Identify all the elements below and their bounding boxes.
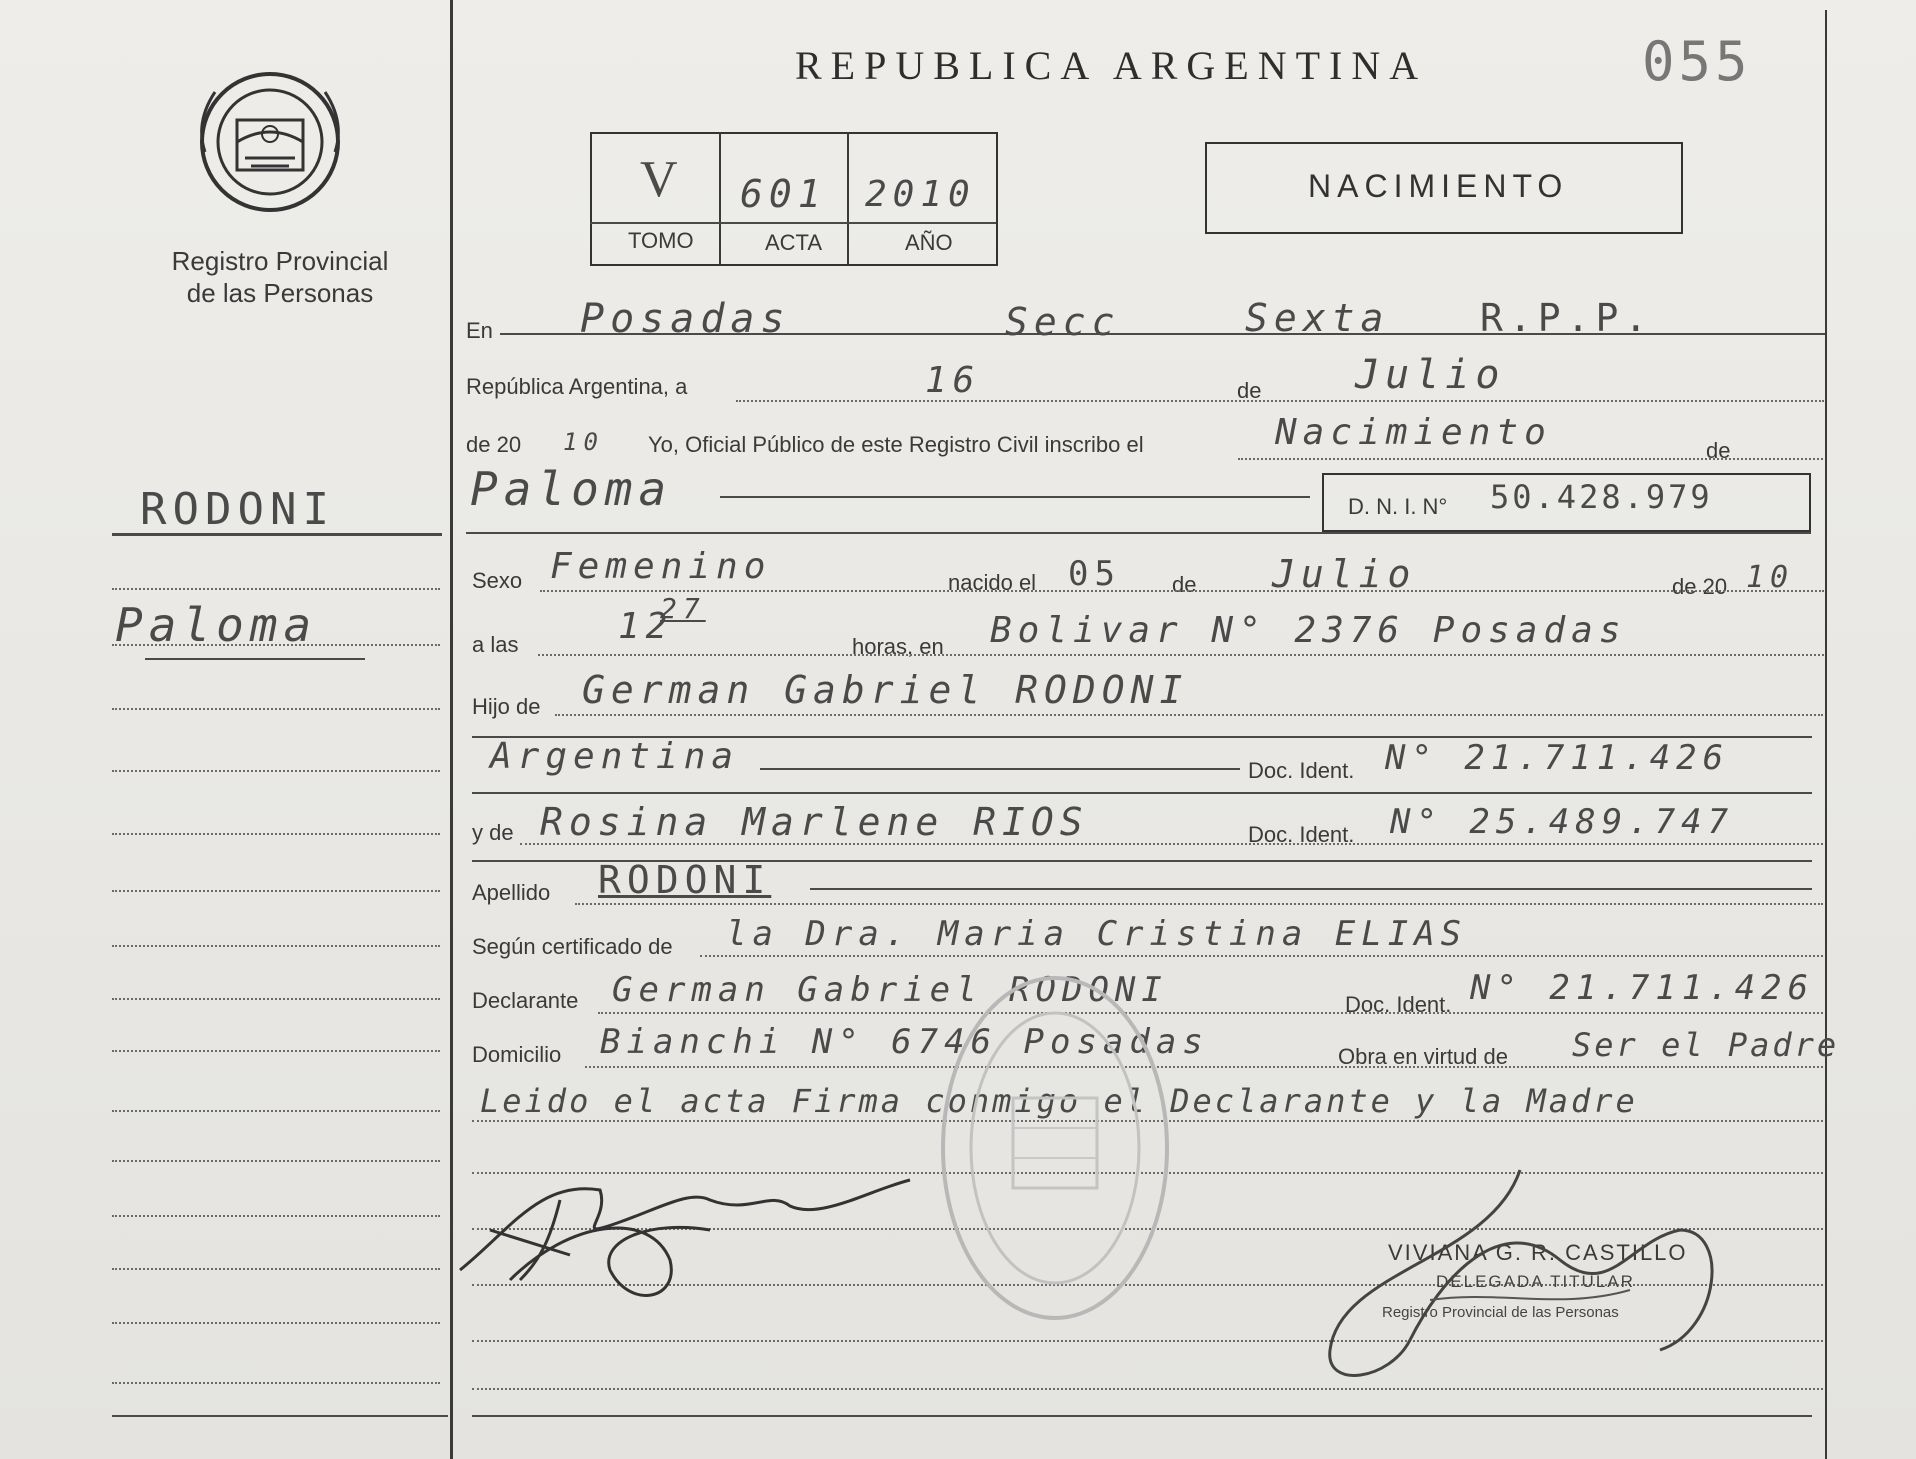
row-dots <box>1238 458 1823 460</box>
official-signature <box>1300 1150 1740 1400</box>
margin-dotted-line <box>112 1160 440 1162</box>
row-dots <box>575 903 1823 905</box>
label-segun: Según certificado de <box>472 934 673 959</box>
ano-label: AÑO <box>905 230 953 255</box>
field-office: R.P.P. <box>1480 296 1654 340</box>
label-de-birth: de <box>1172 572 1197 597</box>
field-address: Bianchi N° 6746 Posadas <box>600 1022 1209 1062</box>
margin-dotted-line <box>112 945 440 947</box>
label-doc-father: Doc. Ident. <box>1248 758 1355 783</box>
row-rule <box>720 496 1310 498</box>
margin-dotted-line <box>112 644 440 646</box>
tomo-value: V <box>640 151 684 208</box>
row-dots <box>555 714 1823 716</box>
table-divider <box>719 132 721 264</box>
field-dni: 50.428.979 <box>1490 478 1713 516</box>
margin-dotted-line <box>112 890 440 892</box>
label-declarante: Declarante <box>472 988 579 1013</box>
official-name: VIVIANA G. R. CASTILLO <box>1388 1240 1688 1265</box>
row-rule <box>466 532 1811 534</box>
table-divider <box>847 132 849 264</box>
act-type: NACIMIENTO <box>1308 168 1569 204</box>
serial-number: 055 <box>1642 30 1752 93</box>
field-act: Nacimiento <box>1275 412 1552 453</box>
registry-seal-icon <box>195 62 345 222</box>
margin-dotted-line <box>112 1268 440 1270</box>
label-de-month: de <box>1237 378 1262 403</box>
field-father: German Gabriel RODONI <box>582 668 1189 712</box>
label-de20-birth: de 20 <box>1672 574 1728 599</box>
margin-rule <box>112 533 442 536</box>
margin-surname: RODONI <box>140 484 335 535</box>
table-divider <box>590 222 996 224</box>
field-minutes: 27 <box>660 592 706 625</box>
field-month: Julio <box>1355 352 1506 398</box>
label-de-act: de <box>1706 438 1731 463</box>
country-title: REPUBLICA ARGENTINA <box>795 43 1428 88</box>
field-section: Secc <box>1005 300 1121 344</box>
label-apellido: Apellido <box>472 880 551 905</box>
label-sexo: Sexo <box>472 568 523 593</box>
label-domicilio: Domicilio <box>472 1042 562 1067</box>
label-obra: Obra en virtud de <box>1338 1044 1508 1069</box>
label-yo: Yo, Oficial Público de este Registro Civil inscribo el <box>648 432 1144 457</box>
right-border <box>1825 10 1827 1459</box>
row-rule <box>760 768 1240 770</box>
margin-dotted-line <box>112 708 440 710</box>
field-birth-year-suffix: 10 <box>1746 560 1795 595</box>
field-day: 16 <box>925 360 981 401</box>
label-alas: a las <box>472 632 519 657</box>
field-birth-day: 05 <box>1068 554 1121 594</box>
margin-rule <box>145 658 365 660</box>
margin-dotted-line <box>112 1110 440 1112</box>
margin-dotted-line <box>112 833 440 835</box>
field-hour: 12 <box>618 606 674 647</box>
row-dots <box>585 1066 1823 1068</box>
row-dots <box>540 590 1824 592</box>
field-mother-doc: N° 25.489.747 <box>1390 802 1735 842</box>
row-dots <box>598 1012 1823 1014</box>
label-en: En <box>466 318 493 343</box>
field-place: Bolivar N° 2376 Posadas <box>990 610 1627 651</box>
field-note: Leido el acta Firma conmigo el Declarante y la Madre <box>480 1082 1638 1120</box>
field-declarant: German Gabriel RODONI <box>612 970 1168 1010</box>
label-doc-mother: Doc. Ident. <box>1248 822 1355 847</box>
margin-bottom-rule <box>112 1415 448 1417</box>
row-dots <box>520 843 1823 845</box>
field-birth-month: Julio <box>1272 552 1417 596</box>
row-dots <box>538 654 1824 656</box>
label-republica: República Argentina, a <box>466 374 688 399</box>
margin-dotted-line <box>112 1050 440 1052</box>
margin-dotted-line <box>112 770 440 772</box>
label-doc-declarant: Doc. Ident. <box>1345 992 1452 1017</box>
row-rule <box>810 888 1812 890</box>
margin-dotted-line <box>112 588 440 590</box>
field-father-nationality: Argentina <box>490 736 740 777</box>
acta-value: 601 <box>740 172 827 216</box>
field-certifier: la Dra. Maria Cristina ELIAS <box>726 914 1468 954</box>
row-dots <box>700 955 1823 957</box>
ano-value: 2010 <box>865 174 976 215</box>
declarant-signature <box>450 1160 920 1320</box>
row-dots <box>736 400 1824 402</box>
label-hijo: Hijo de <box>472 694 541 719</box>
field-father-doc: N° 21.711.426 <box>1385 738 1730 778</box>
field-virtue: Ser el Padre <box>1572 1026 1840 1064</box>
official-stamp-icon <box>935 968 1175 1328</box>
label-de20: de 20 <box>466 432 522 457</box>
field-sex: Femenino <box>550 546 772 587</box>
registry-name: Registro Provincial de las Personas <box>171 246 389 308</box>
field-mother: Rosina Marlene RIOS <box>540 800 1089 844</box>
field-surname: RODONI <box>598 858 772 902</box>
label-horas: horas, en <box>852 634 944 659</box>
margin-dotted-line <box>112 1322 440 1324</box>
field-declarant-doc: N° 21.711.426 <box>1470 968 1815 1008</box>
acta-label: ACTA <box>765 230 823 255</box>
bottom-rule <box>472 1415 1812 1417</box>
field-year-suffix: 10 <box>563 428 604 456</box>
official-title: DELEGADA TITULAR <box>1436 1272 1635 1291</box>
field-name: Paloma <box>470 462 673 516</box>
margin-given-name: Paloma <box>115 598 318 652</box>
field-city: Posadas <box>580 296 791 342</box>
margin-dotted-line <box>112 1215 440 1217</box>
tomo-label: TOMO <box>628 228 694 253</box>
label-dni: D. N. I. N° <box>1348 494 1448 519</box>
label-nacido: nacido el <box>948 570 1037 595</box>
row-rule <box>500 333 1825 335</box>
row-rule <box>472 792 1812 794</box>
margin-dotted-line <box>112 1382 440 1384</box>
label-yde: y de <box>472 820 514 845</box>
margin-dotted-line <box>112 998 440 1000</box>
field-section-name: Sexta <box>1245 296 1390 340</box>
official-office: Registro Provincial de las Personas <box>1382 1304 1619 1321</box>
